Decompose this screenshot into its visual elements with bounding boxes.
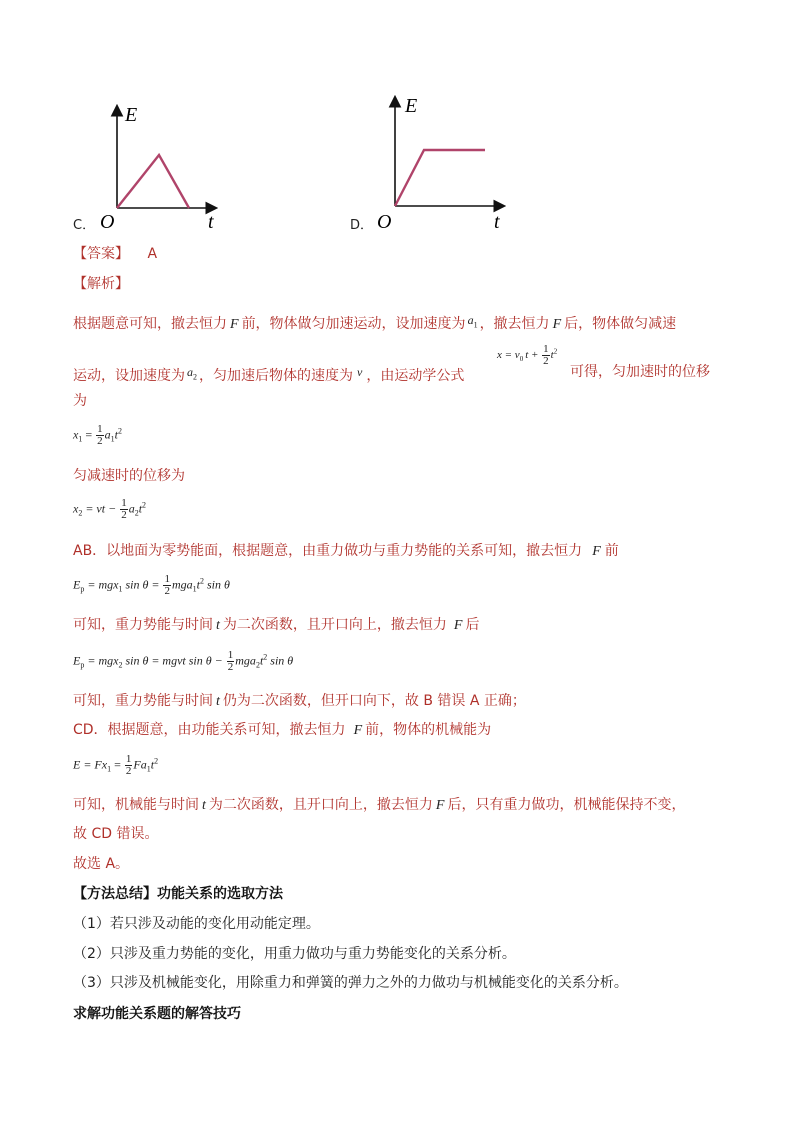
- graph-c-curve: [117, 155, 189, 208]
- para1-line3: 为: [73, 393, 87, 409]
- equation-x1: $x_1$ = $\frac{1}{2}$ $a_1t^2$: [73, 423, 122, 447]
- answer-tag: 【答案】: [73, 246, 129, 262]
- q3-line: 可知，机械能与时间 t 为二次函数，且开口向上，撤去恒力 F 后，只有重力做功，机械能保持不变，: [73, 797, 686, 813]
- graph-d-svg: [375, 88, 515, 238]
- equation-e: $E = Fx_1$ = $\frac{1}{2}$ $Fa_1t^2$: [73, 753, 159, 777]
- q4-line: 故 CD 错误。: [73, 826, 159, 842]
- equation-ep2: $E_p = mgx_2$ sin θ = mgvt sin θ − $\frac{1}{2}$ $mga_2t^2$ sin θ: [73, 649, 294, 673]
- graph-c-y-label: E: [125, 104, 138, 126]
- option-c-label: C．: [73, 218, 96, 233]
- decel-displacement-text: 匀减速时的位移为: [73, 468, 185, 484]
- equation-x2: $x_2$ = vt − $\frac{1}{2}$ $a_2t^2$: [73, 497, 147, 521]
- para1-line2-end: 可得，匀加速时的位移: [570, 364, 710, 380]
- q1-line: 可知，重力势能与时间 t 为二次函数，且开口向上，撤去恒力 F 后: [73, 617, 480, 633]
- graph-d-origin: O: [377, 211, 392, 233]
- skill-title: 求解功能关系题的解答技巧: [73, 1006, 241, 1022]
- graph-c-x-label: t: [208, 211, 214, 233]
- para1-line1: 根据题意可知，撤去恒力 F 前，物体做匀加速运动，设加速度为 $a_1$ ，撤去恒力 F 后，物体做匀减速: [73, 313, 677, 332]
- summary-item-3: （3）只涉及机械能变化，用除重力和弹簧的弹力之外的力做功与机械能变化的关系分析。: [73, 975, 628, 991]
- option-d-label: D．: [350, 218, 374, 233]
- answer-line: [73, 244, 157, 264]
- equation-ep1: $E_p = mgx_1$ sin θ = $\frac{1}{2}$ $mga_1t^2$ sin θ: [73, 573, 230, 597]
- choose-line: 故选 A。: [73, 856, 130, 872]
- graph-d-curve: [395, 150, 485, 206]
- analysis-tag: 【解析】: [73, 276, 129, 292]
- q2-line: 可知，重力势能与时间 t 仍为二次函数，但开口向下，故 B 错误 A 正确；: [73, 693, 526, 709]
- answer-value: A: [147, 246, 158, 262]
- kinematic-formula: $x = v_0$ t + $\frac{1}{2}$ $t^2$: [497, 343, 558, 367]
- ab-line: AB．以地面为零势能面，根据题意，由重力做功与重力势能的关系可知，撤去恒力 F 前: [73, 543, 619, 559]
- graph-c-origin: O: [100, 211, 115, 233]
- summary-item-2: （2）只涉及重力势能的变化，用重力做功与重力势能变化的关系分析。: [73, 946, 516, 962]
- para1-line2: 运动，设加速度为 $a_2$ ，匀加速后物体的速度为 v ，由运动学公式: [73, 365, 465, 384]
- summary-title: 【方法总结】功能关系的选取方法: [73, 886, 283, 902]
- graph-d-x-label: t: [494, 211, 500, 233]
- graph-d-y-label: E: [405, 95, 418, 117]
- cd-line: CD．根据题意，由功能关系可知，撤去恒力 F 前，物体的机械能为: [73, 722, 492, 738]
- graph-d: [375, 88, 515, 238]
- summary-item-1: （1）若只涉及动能的变化用动能定理。: [73, 916, 320, 932]
- graph-c-svg: [95, 95, 235, 240]
- graph-c: [95, 95, 235, 240]
